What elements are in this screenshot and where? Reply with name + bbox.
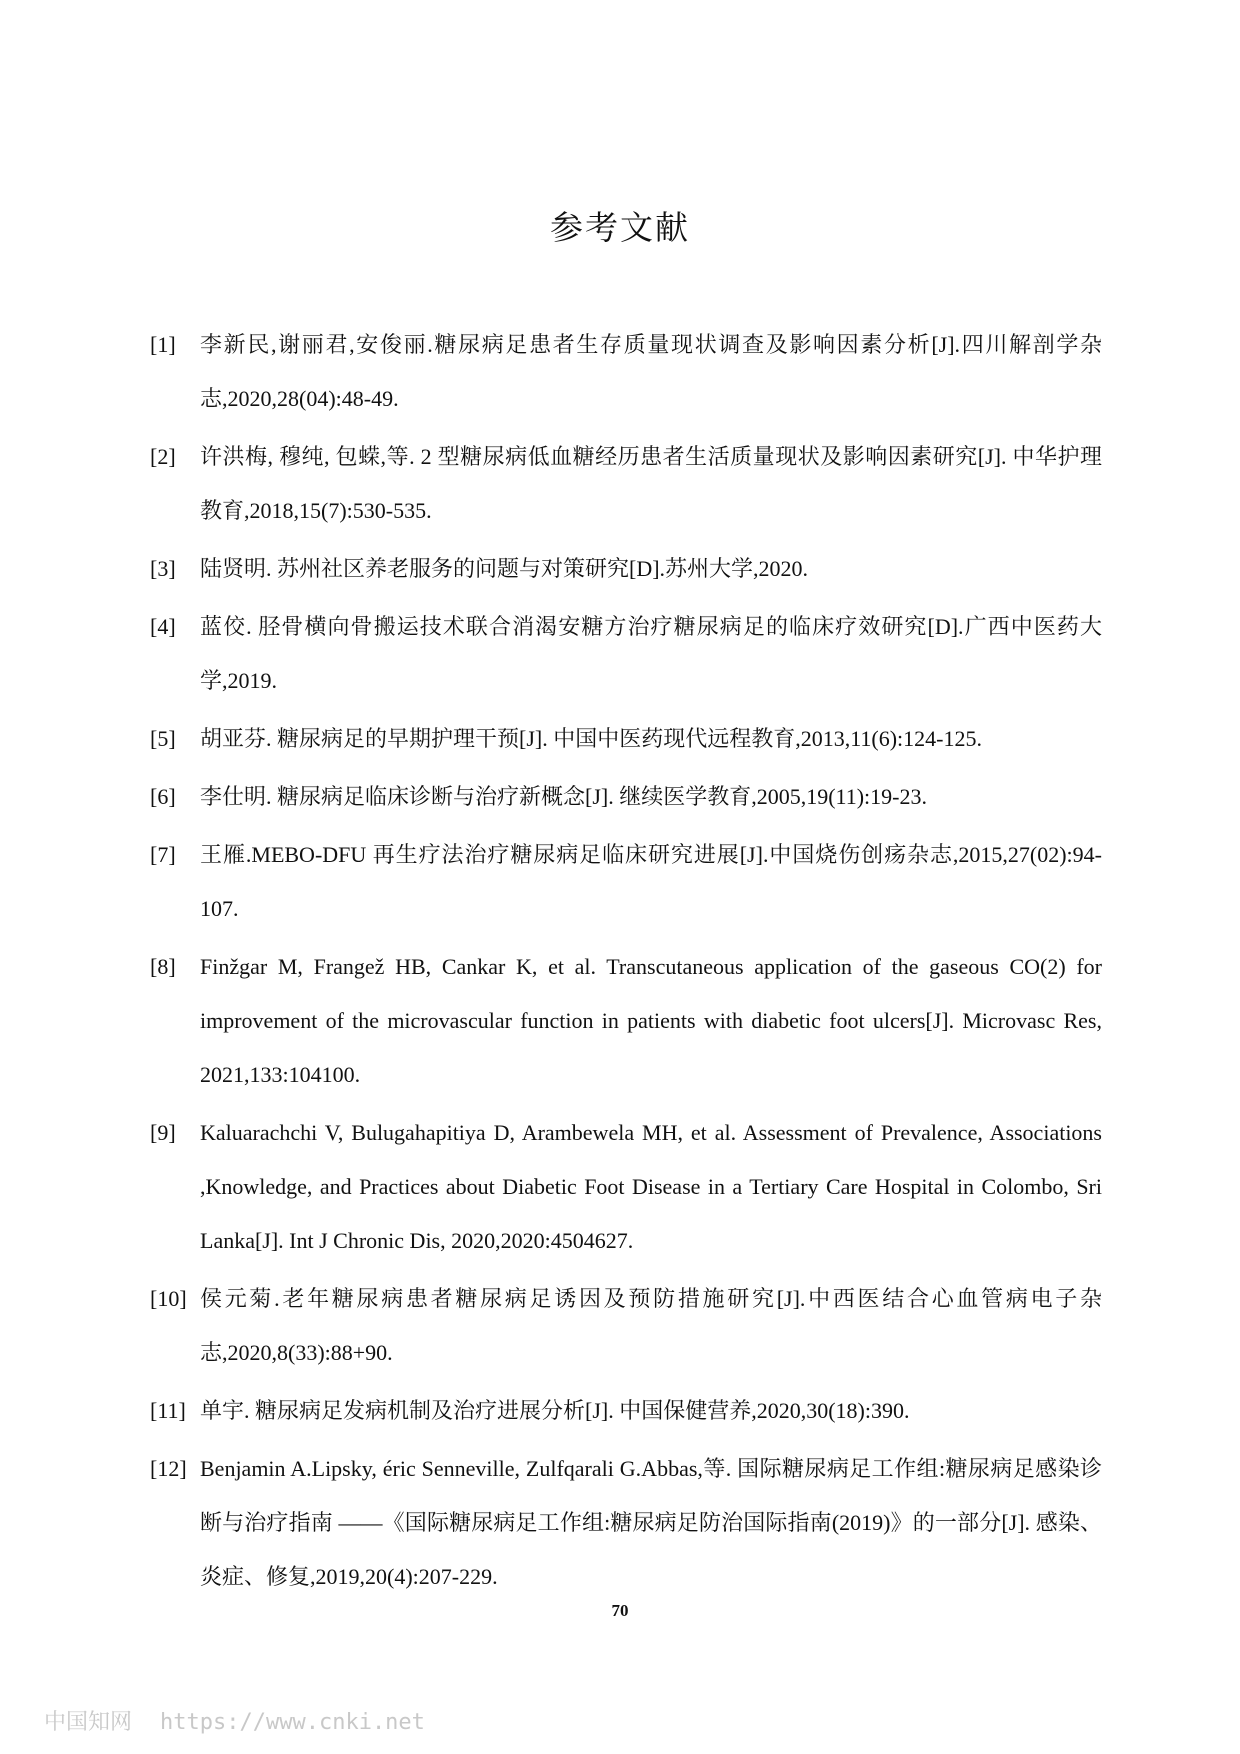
reference-item xyxy=(150,1106,1102,1268)
reference-item xyxy=(150,828,1102,936)
reference-item xyxy=(150,542,1102,596)
reference-text: 侯元菊.老年糖尿病患者糖尿病足诱因及预防措施研究[J].中西医结合心血管病电子杂志,2020,8(33):88+90. xyxy=(200,1286,1102,1365)
reference-text: 胡亚芬. 糖尿病足的早期护理干预[J]. 中国中医药现代远程教育,2013,11(6):124-125. xyxy=(200,726,982,751)
reference-item xyxy=(150,940,1102,1102)
page-title: 参考文献 xyxy=(550,211,690,247)
reference-item xyxy=(150,430,1102,538)
watermark xyxy=(44,1705,425,1736)
reference-number: [10] xyxy=(150,1286,187,1311)
reference-text: 李新民,谢丽君,安俊丽.糖尿病足患者生存质量现状调查及影响因素分析[J].四川解剖学杂志,2020,28(04):48-49. xyxy=(200,332,1102,411)
reference-item xyxy=(150,600,1102,708)
reference-item xyxy=(150,770,1102,824)
reference-number: [2] xyxy=(150,444,176,469)
reference-text: Finžgar M, Frangež HB, Cankar K, et al. Transcutaneous application of the gaseous CO(2) for improvement of the microvascular function in patients with diabetic foot ulcers[J]. Microvasc Res, 2021,133:104100. xyxy=(200,954,1102,1087)
reference-number: [7] xyxy=(150,842,176,867)
reference-number: [12] xyxy=(150,1456,187,1481)
reference-text: 陆贤明. 苏州社区养老服务的问题与对策研究[D].苏州大学,2020. xyxy=(200,556,809,581)
reference-number: [4] xyxy=(150,614,176,639)
reference-number: [11] xyxy=(150,1398,186,1423)
reference-number: [9] xyxy=(150,1120,176,1145)
reference-text: 蓝佼. 胫骨横向骨搬运技术联合消渴安糖方治疗糖尿病足的临床疗效研究[D].广西中医药大学,2019. xyxy=(200,614,1102,693)
watermark-brand: 中国知网 xyxy=(44,1710,133,1735)
reference-number: [6] xyxy=(150,784,176,809)
reference-number: [3] xyxy=(150,556,176,581)
reference-item xyxy=(150,318,1102,426)
reference-number: [5] xyxy=(150,726,176,751)
reference-text: Benjamin A.Lipsky, éric Senneville, Zulfqarali G.Abbas,等. 国际糖尿病足工作组:糖尿病足感染诊断与治疗指南 ——《国际糖尿病足工作组:糖尿病足防治国际指南(2019)》的一部分[J]. 感染、炎症、修复,2019,20(4):207-229. xyxy=(200,1456,1102,1589)
reference-text: Kaluarachchi V, Bulugahapitiya D, Arambewela MH, et al. Assessment of Prevalence, Associations ,Knowledge, and Practices about Diabetic Foot Disease in a Tertiary Care Hospital in Colombo, Sri Lanka[J]. Int J Chronic Dis, 2020,2020:4504627. xyxy=(200,1120,1102,1253)
page-number: 70 xyxy=(611,1601,629,1620)
reference-item xyxy=(150,1384,1102,1438)
reference-list xyxy=(150,318,1102,1608)
reference-number: [1] xyxy=(150,332,176,357)
reference-text: 王雁.MEBO-DFU 再生疗法治疗糖尿病足临床研究进展[J].中国烧伤创疡杂志,2015,27(02):94-107. xyxy=(200,842,1102,921)
reference-text: 单宇. 糖尿病足发病机制及治疗进展分析[J]. 中国保健营养,2020,30(18):390. xyxy=(200,1398,910,1423)
reference-item xyxy=(150,1442,1102,1604)
reference-number: [8] xyxy=(150,954,176,979)
reference-text: 李仕明. 糖尿病足临床诊断与治疗新概念[J]. 继续医学教育,2005,19(11):19-23. xyxy=(200,784,927,809)
watermark-url: https://www.cnki.net xyxy=(160,1710,425,1735)
reference-item xyxy=(150,712,1102,766)
reference-text: 许洪梅, 穆纯, 包蝾,等. 2 型糖尿病低血糖经历患者生活质量现状及影响因素研究[J]. 中华护理教育,2018,15(7):530-535. xyxy=(200,444,1102,523)
reference-item xyxy=(150,1272,1102,1380)
